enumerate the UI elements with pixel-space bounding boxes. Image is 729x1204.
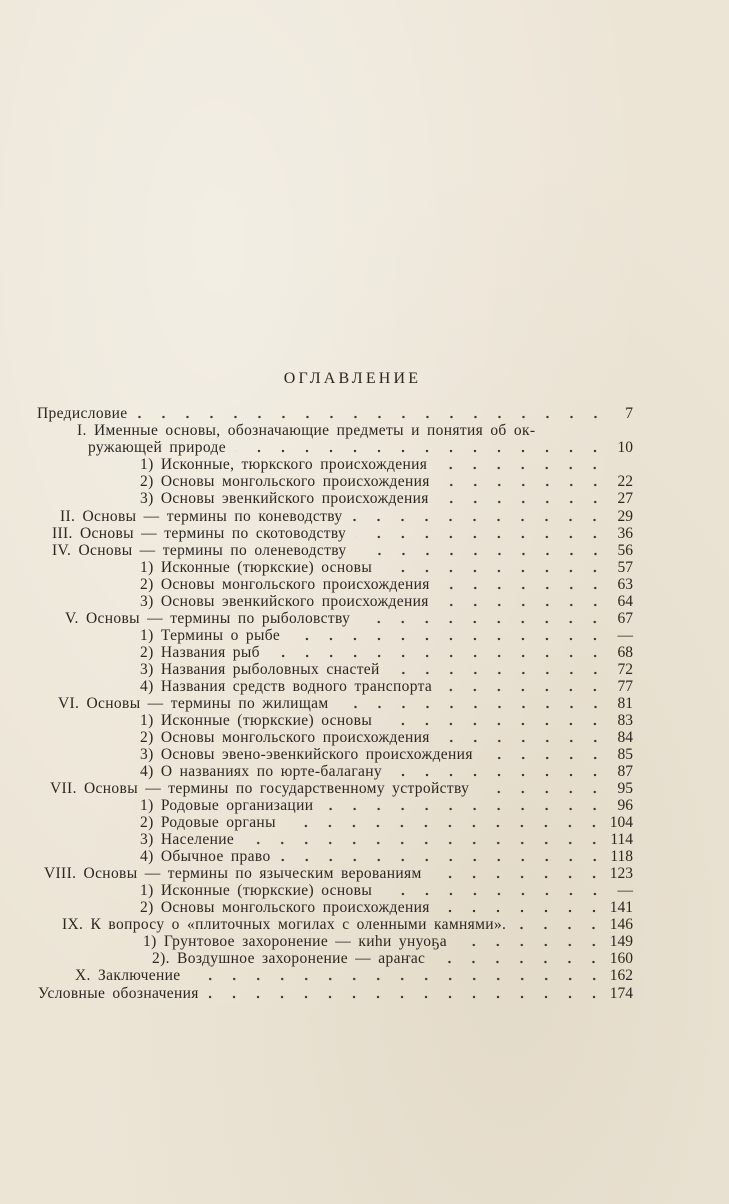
dot-leader xyxy=(356,525,607,542)
toc-page-number: 63 xyxy=(617,576,633,593)
toc-entry xyxy=(50,780,633,797)
dot-leader xyxy=(270,644,607,661)
toc-entry xyxy=(152,950,633,967)
toc-entry xyxy=(140,814,633,831)
toc-entry-label: 2) Родовые органы xyxy=(140,814,276,831)
toc-entry xyxy=(65,610,633,627)
toc-page-number: 174 xyxy=(609,985,633,1002)
toc-entry xyxy=(44,865,633,882)
toc-entry-label: IV. Основы — термины по оленеводству xyxy=(52,542,347,559)
dot-leader xyxy=(483,746,607,763)
dot-leader xyxy=(244,831,606,848)
toc-entry xyxy=(140,627,633,644)
dot-leader xyxy=(382,712,607,729)
toc-title: ОГЛАВЛЕНИЕ xyxy=(283,370,422,387)
toc-entry-label: III. Основы — термины по скотоводству xyxy=(52,525,347,542)
toc-entry-label: IX. К вопросу о «плиточных могилах с оленными камнями». xyxy=(62,916,507,933)
dot-leader xyxy=(439,593,607,610)
toc-entry xyxy=(140,797,633,814)
toc-entry xyxy=(75,967,633,984)
dot-leader xyxy=(290,627,607,644)
toc-page-number: 67 xyxy=(617,610,633,627)
toc-entry-label: VII. Основы — термины по государственному устройству xyxy=(50,780,470,797)
toc-entry-label: V. Основы — термины по рыболовству xyxy=(65,610,351,627)
toc-page-number: 118 xyxy=(610,848,633,865)
dot-leader xyxy=(440,899,606,916)
toc-entry xyxy=(52,542,633,559)
toc-entry-label: Предисловие xyxy=(37,405,128,422)
dot-leader xyxy=(440,576,607,593)
toc-entry-label: 2). Воздушное захоронение — араҥас xyxy=(152,950,426,967)
dot-leader xyxy=(442,678,607,695)
dot-leader xyxy=(357,542,607,559)
toc-entry-label: I. Именные основы, обозначающие предметы и понятия об ок- xyxy=(77,422,536,439)
toc-entry xyxy=(140,661,633,678)
toc-entry xyxy=(140,593,633,610)
toc-page-number: 162 xyxy=(609,967,633,984)
toc-entry-label: 1) Исконные, тюркского происхождения xyxy=(140,456,428,473)
dot-leader xyxy=(479,780,607,797)
dot-leader xyxy=(138,405,607,422)
dot-leader xyxy=(352,508,607,525)
dot-leader xyxy=(382,882,607,899)
toc-page-number: — xyxy=(617,882,633,899)
dot-leader xyxy=(440,473,607,490)
toc-page-number: 27 xyxy=(617,490,633,507)
toc-page-number: 146 xyxy=(609,916,633,933)
toc-entry xyxy=(77,422,633,439)
toc-page-number: 7 xyxy=(625,405,633,422)
dot-leader xyxy=(392,763,607,780)
toc-entry-label: VIII. Основы — термины по языческим верованиям xyxy=(44,865,422,882)
toc-entry xyxy=(38,985,633,1002)
toc-page-number: 96 xyxy=(617,797,633,814)
toc-entry xyxy=(140,882,633,899)
toc-page-number: 104 xyxy=(609,814,633,831)
toc-entry-label: 2) Названия рыб xyxy=(140,644,260,661)
toc-entry xyxy=(60,508,633,525)
toc-entry-label: 4) Обычное право xyxy=(140,848,271,865)
toc-entry-label: 1) Исконные (тюркские) основы xyxy=(140,882,373,899)
toc-entry xyxy=(58,695,633,712)
toc-entry xyxy=(140,746,633,763)
dot-leader xyxy=(382,559,607,576)
dot-leader xyxy=(457,933,606,950)
toc-entry-label: 1) Исконные (тюркские) основы xyxy=(140,712,373,729)
toc-page-number: 56 xyxy=(617,542,633,559)
toc-page-number: 10 xyxy=(617,439,633,456)
toc-entry xyxy=(52,525,633,542)
toc-page-number: 114 xyxy=(610,831,633,848)
dot-leader xyxy=(439,490,607,507)
toc-entry-label: 1) Родовые организации xyxy=(140,797,314,814)
toc-entry-label: 4) О названиях по юрте-балагану xyxy=(140,763,382,780)
toc-entry xyxy=(140,456,633,473)
toc-entry xyxy=(140,490,633,507)
toc-entry-label: 1) Термины о рыбе xyxy=(140,627,281,644)
dot-leader xyxy=(432,865,606,882)
dot-leader xyxy=(286,814,606,831)
dot-leader xyxy=(323,797,607,814)
toc-entry-label: 2) Основы монгольского происхождения xyxy=(140,576,430,593)
toc-page-number: 84 xyxy=(617,729,633,746)
toc-page-number: 83 xyxy=(617,712,633,729)
toc-entry-label: 3) Основы эвено-эвенкийского происхождения xyxy=(140,746,473,763)
toc-page-number: 72 xyxy=(617,661,633,678)
dot-leader xyxy=(440,729,607,746)
toc-page-number: 22 xyxy=(617,473,633,490)
toc-page-number: 36 xyxy=(617,525,633,542)
dot-leader xyxy=(390,661,607,678)
toc-entry xyxy=(143,933,633,950)
toc-entry-label: Условные обозначения xyxy=(38,985,199,1002)
toc-page-number: 85 xyxy=(617,746,633,763)
dot-leader xyxy=(516,916,606,933)
toc-page-number: 81 xyxy=(617,695,633,712)
toc-entry-label: 2) Основы монгольского происхождения xyxy=(140,473,430,490)
toc-entry-label: 3) Названия рыболовных снастей xyxy=(140,661,380,678)
toc-entry xyxy=(37,405,633,422)
toc-entry-label: 1) Исконные (тюркские) основы xyxy=(140,559,373,576)
toc-entry xyxy=(140,831,633,848)
toc-entry xyxy=(140,473,633,490)
toc-entry xyxy=(140,644,633,661)
toc-entry-label: 3) Население xyxy=(140,831,235,848)
toc-page-number: 29 xyxy=(617,508,633,525)
toc-entry xyxy=(140,899,633,916)
toc-page-number: 123 xyxy=(609,865,633,882)
toc-page-number: 141 xyxy=(609,899,633,916)
toc-entry-label: 3) Основы эвенкийского происхождения xyxy=(140,593,429,610)
toc-entry xyxy=(140,559,633,576)
toc-entry-label: ружающей природе xyxy=(88,439,227,456)
dot-leader xyxy=(236,439,607,456)
dot-leader xyxy=(191,967,606,984)
toc-entry xyxy=(88,439,633,456)
dot-leader xyxy=(437,456,607,473)
toc-entry-label: II. Основы — термины по коневодству xyxy=(60,508,343,525)
toc-entry-label: 3) Основы эвенкийского происхождения xyxy=(140,490,429,507)
dot-leader xyxy=(339,695,608,712)
toc-entry-label: 2) Основы монгольского происхождения xyxy=(140,729,430,746)
toc-page-number: — xyxy=(617,627,633,644)
toc-entry-label: 2) Основы монгольского происхождения xyxy=(140,899,430,916)
toc-page-number: 68 xyxy=(617,644,633,661)
toc-entry-label: X. Заключение xyxy=(75,967,181,984)
dot-leader xyxy=(209,985,606,1002)
toc-entry xyxy=(62,916,633,933)
dot-leader xyxy=(360,610,607,627)
toc-entry xyxy=(140,712,633,729)
dot-leader xyxy=(281,848,607,865)
toc-entry xyxy=(140,678,633,695)
toc-page-number: 160 xyxy=(609,950,633,967)
toc-entry-label: 1) Грунтовое захоронение — киhи унуоҕа xyxy=(143,933,447,950)
toc-page-number: 77 xyxy=(617,678,633,695)
dot-leader xyxy=(435,950,605,967)
toc-page-number: 64 xyxy=(617,593,633,610)
toc-page-number: 57 xyxy=(617,559,633,576)
toc-entry-label: 4) Названия средств водного транспорта xyxy=(140,678,433,695)
toc-page-number: 87 xyxy=(617,763,633,780)
toc-entry xyxy=(140,576,633,593)
toc-page-number: 95 xyxy=(617,780,633,797)
toc-entry xyxy=(140,729,633,746)
toc-page-number: 149 xyxy=(609,933,633,950)
toc-entry-label: VI. Основы — термины по жилищам xyxy=(58,695,329,712)
toc-entry xyxy=(140,848,633,865)
toc-entry xyxy=(140,763,633,780)
